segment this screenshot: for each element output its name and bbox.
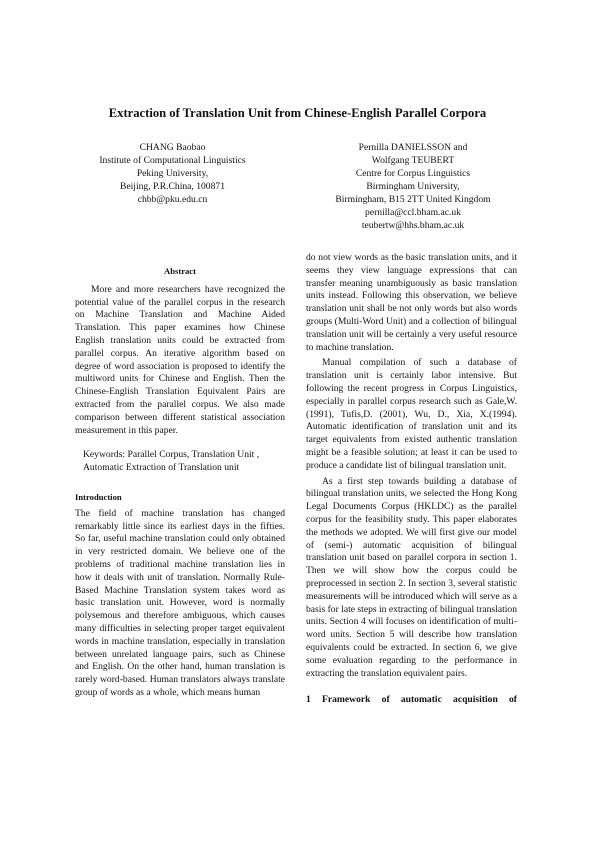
introduction-paragraph: Manual compilation of such a database of translation unit is certainly labor intensive. But following the recent progress in Corpus Linguistics, especially in parallel corpus research such as Gale,W. (1991), Tufis,D. (2001), Wu, D., Xia, X.(1994). Automatic identification of translation unit and its target equivalents from existed authentic translation might be a feasible solution; at least it can be used to produce a candidate list of bilingual translation unit. (306, 357, 517, 471)
author-block-2 (282, 141, 544, 232)
author-address: Beijing, P.R.China, 100871 (119, 181, 225, 192)
author-affiliation: Centre for Corpus Linguistics (355, 168, 471, 179)
author-address: Birmingham, B15 2TT United Kingdom (335, 194, 491, 205)
introduction-paragraph: As a first step towards building a database of bilingual translation units, we selected the Hong Kong Legal Documents Corpus (HKLDC) as the parallel corpus for the feasibility study. This paper elaborates the methods we adopted. We will first give our model of (semi-) automatic acquisition of bilingual translation unit based on parallel corpora in section 1. Then we will show how the corpus could be preprocessed in section 2. In section 3, several statistic measurements will be introduced which will serve as a basis for late steps in extracting of bilingual translation units. Section 4 will focuses on identification of multi-word units. Section 5 will describe how translation equivalents could be extracted. In section 6, we give some evaluation regarding to the performance in extracting the translation equivalent pairs. (306, 475, 518, 679)
introduction-paragraph: The field of machine translation has changed remarkably little since its earliest days in the fifties. So far, useful machine translation could only obtained in very restricted domain. We believe one of the problems of traditional machine translation lies in how it deals with unit of translation. Normally Rule-Based Machine Translation system takes word as basic translation unit. However, word is normally polysemous and therefore ambiguous, which causes many difficulties in selecting proper target equivalent words in machine translation, especially in translation between unrelated language pairs, such as Chinese and English. On the other hand, human translation is rarely word-based. Human translators always translate group of words as a whole, which means human (75, 507, 285, 698)
author-affiliation: Institute of Computational Linguistics (99, 155, 246, 166)
author-email[interactable]: chbb@pku.edu.cn (137, 194, 208, 205)
author-university: Birmingham University, (366, 181, 460, 192)
right-column (306, 252, 517, 707)
author-name: Pernilla DANIELSSON and (358, 142, 468, 153)
author-university: Peking University, (136, 168, 209, 179)
introduction-heading: Introduction (75, 491, 122, 502)
author-name: CHANG Baobao (139, 142, 206, 153)
author-email[interactable]: pernilla@ccl.bham.ac.uk (365, 207, 461, 218)
paper-title: Extraction of Translation Unit from Chinese-English Parallel Corpora (108, 106, 487, 120)
left-column (75, 265, 285, 700)
introduction-paragraph-continued: do not view words as the basic translation units, and it seems they view language expressions that can transfer meaning unambiguously as basic translation units instead. Following this observation, we believe translation unit shall be not only words but also words groups (Multi-Word Unit) and a collection of bilingual translation unit will be certainly a very useful resource to machine translation. (306, 252, 517, 353)
abstract-text: More and more researchers have recognized the potential value of the parallel corpus in the research on Machine Translation and Machine Aided Translation. This paper examines how Chinese English translation units could be extracted from parallel corpus. An iterative algorithm based on degree of word association is proposed to identify the multiword units for Chinese and English. Then the Chinese-English Translation Equivalent Pairs are extracted from the parallel corpus. We also made comparison between different statistical association measurement in this paper. (75, 283, 285, 436)
author-email[interactable]: teubertw@hhs.bham.ac.uk (361, 220, 465, 231)
keywords: Keywords: Parallel Corpus, Translation Unit , Automatic Extraction of Translation unit (83, 449, 260, 474)
section-1-heading: 1 Framework of automatic acquisition of (306, 694, 517, 706)
author-name: Wolfgang TEUBERT (371, 155, 455, 166)
abstract-heading: Abstract (164, 266, 196, 276)
author-block-1 (60, 141, 285, 206)
